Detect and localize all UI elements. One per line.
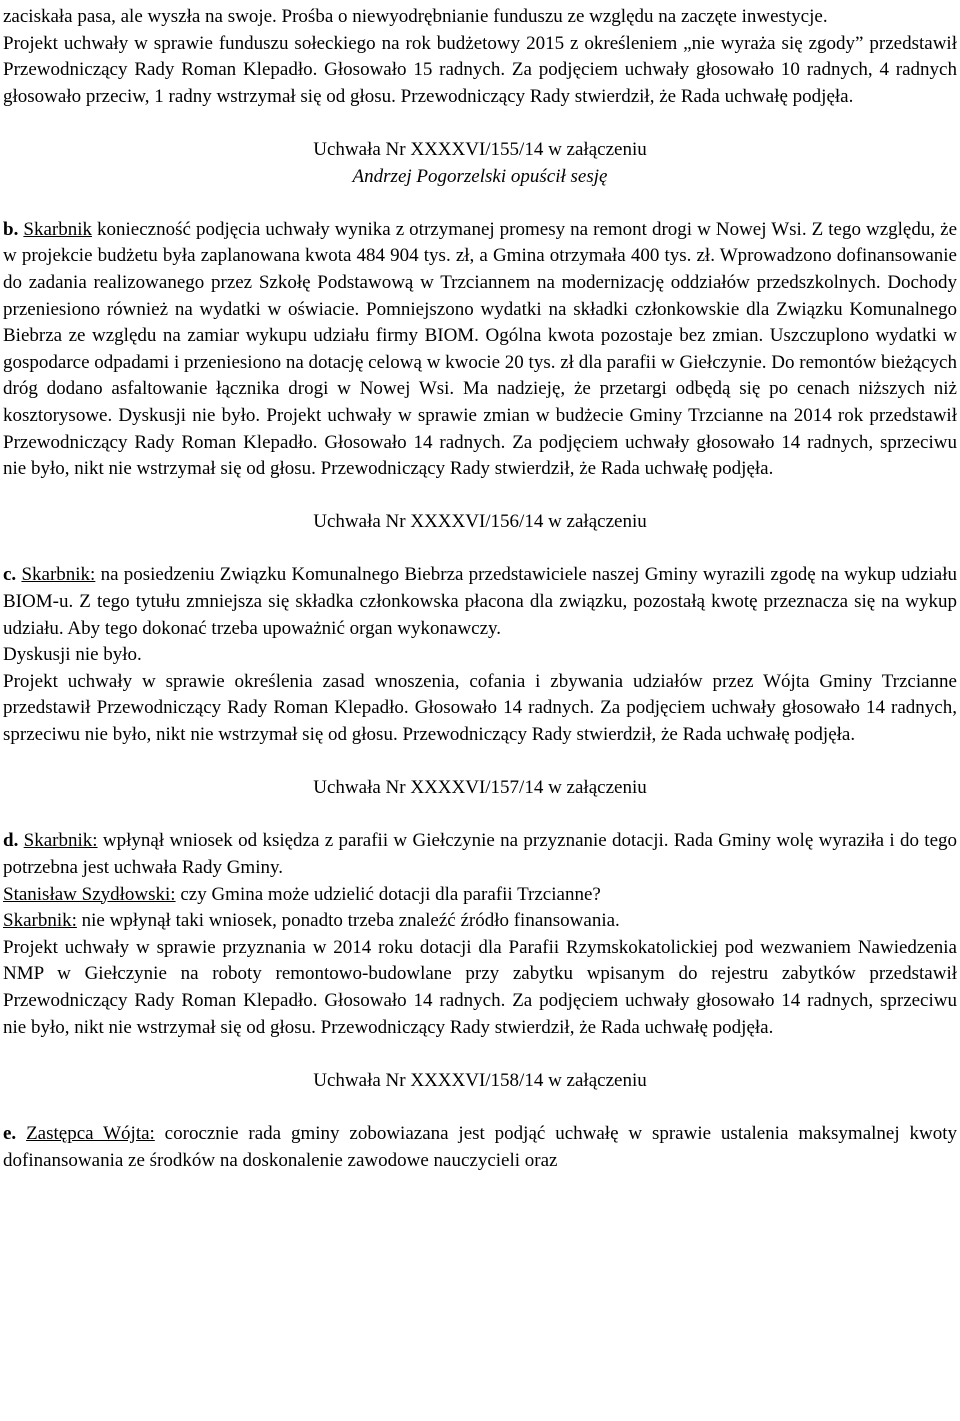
resolution-line: Uchwała Nr XXXXVI/156/14 w załączeniu (313, 511, 647, 533)
section-text: na posiedzeniu Związku Komunalnego Biebrza przedstawiciele naszej Gminy wyrazili zgodę na wykup udziału BIOM-u. Z tego tytułu zmniejsza się składka członkowska płacona dla związku, pozostałą kwotę przeznacza się na wykup udziału. Aby tego dokonać trzeba upoważnić organ wykonawczy. (3, 564, 958, 639)
speaker-name: Zastępca Wójta: (26, 1122, 155, 1144)
speaker-name: Skarbnik: (3, 910, 77, 932)
speaker-name: Skarbnik: (21, 564, 96, 586)
paragraph: Projekt uchwały w sprawie przyznania w 2014 roku dotacji dla Parafii Rzymskokatolickiej pod wezwaniem Nawiedzenia NMP w Giełczynie na roboty remontowo-budowlane przy zabytku wpisanym do rejestru zabytków przedstawił Przewodniczący Rady Roman Klepadło. Głosowało 14 radnych. Za podjęciem uchwały głosowało 14 radnych, sprzeciwu nie było, nikt nie wstrzymał się od głosu. Przewodniczący Rady stwierdził, że Rada uchwałę podjęła. (3, 936, 957, 1038)
spacer (3, 110, 957, 137)
section-marker: d. (3, 830, 19, 852)
resolution-line: Uchwała Nr XXXXVI/158/14 w załączeniu (313, 1069, 647, 1091)
resolution-line: Uchwała Nr XXXXVI/155/14 w załączeniu (313, 138, 647, 160)
section-marker: b. (3, 218, 19, 240)
spacer (3, 1041, 957, 1068)
spacer (3, 536, 957, 563)
section-text: nie wpłynął taki wniosek, ponadto trzeba znaleźć źródło finansowania. (76, 910, 620, 932)
speaker-name: Skarbnik: (23, 830, 98, 852)
section-marker: e. (3, 1122, 17, 1144)
section-marker: c. (3, 564, 17, 586)
speaker-name: Stanisław Szydłowski: (3, 883, 176, 905)
resolution-line: Uchwała Nr XXXXVI/157/14 w załączeniu (313, 777, 647, 799)
paragraph: zaciskała pasa, ale wyszła na swoje. Prośba o niewyodrębnianie funduszu ze względu na zaczęte inwestycje. (3, 6, 828, 27)
section-e (3, 1121, 957, 1174)
section-text: corocznie rada gminy zobowiazana jest podjąć uchwałę w sprawie ustalenia maksymalnej kwoty dofinansowania ze środków na doskonalenie zawodowe nauczycieli oraz (3, 1122, 958, 1171)
section-b (3, 217, 957, 483)
spacer (3, 190, 957, 217)
section-d (3, 828, 957, 881)
paragraph: Projekt uchwały w sprawie określenia zasad wnoszenia, cofania i zbywania udziałów przez Wójta Gminy Trzcianne przedstawił Przewodniczący Rady Roman Klepadło. Głosowało 14 radnych. Za podjęciem uchwały głosowało 14 radnych, sprzeciwu nie było, nikt nie wstrzymał się od głosu. Przewodniczący Rady stwierdził, że Rada uchwałę podjęła. (3, 670, 957, 746)
attendance-note: Andrzej Pogorzelski opuścił sesję (352, 165, 608, 187)
answer-line (3, 908, 957, 935)
spacer (3, 802, 957, 829)
section-text: czy Gmina może udzielić dotacji dla parafii Trzcianne? (175, 883, 601, 905)
paragraph: Projekt uchwały w sprawie funduszu sołeckiego na rok budżetowy 2015 z określeniem „nie wyraża się zgody” przedstawił Przewodniczący Rady Roman Klepadło. Głosowało 15 radnych. Za podjęciem uchwały głosowało 10 radnych, 4 radnych głosowało przeciw, 1 radny wstrzymał się od głosu. Przewodniczący Rady stwierdził, że Rada uchwałę podjęła. (3, 32, 957, 107)
section-c (3, 562, 957, 642)
spacer (3, 483, 957, 510)
spacer (3, 1094, 957, 1121)
section-text: wpłynął wniosek od księdza z parafii w Giełczynie na przyznanie dotacji. Rada Gminy wolę wyraziła i do tego potrzebna jest uchwała Rady Gminy. (3, 830, 958, 878)
speaker-name: Skarbnik (23, 218, 92, 240)
spacer (3, 749, 957, 776)
question-line (3, 882, 957, 909)
paragraph: Dyskusji nie było. (3, 644, 142, 666)
section-text: konieczność podjęcia uchwały wynika z otrzymanej promesy na remont drogi w Nowej Wsi. Z tego względu, że w projekcie budżetu była zaplanowana kwota 484 904 tys. zł, a Gmina otrzymała 400 tys. zł. Wprowadzono dofinansowanie do zadania realizowanego przez Szkołę Podstawową w Trzciannem na modernizację oddziałów przedszkolnych. Dochody przeniesiono również na wydatki w oświacie. Pomniejszono wydatki na składki członkowskie dla Związku Komunalnego Biebrza ze względu na zamiar wykupu udziału firmy BIOM. Ogólna kwota pozostaje bez zmian. Uszczuplono wydatki w gospodarce odpadami i przeniesiono na dotację celową w kwocie 20 tys. zł dla parafii w Giełczynie. Do remontów bieżących dróg dodano asfaltowanie łącznika drogi w Nowej Wsi. Ma nadzieję, że przetargi odbędą się po cenach niższych niż kosztorysowe. Dyskusji nie było. Projekt uchwały w sprawie zmian w budżecie Gminy Trzcianne na 2014 rok przedstawił Przewodniczący Rady Roman Klepadło. Głosowało 14 radnych. Za podjęciem uchwały głosowało 14 radnych, sprzeciwu nie było, nikt nie wstrzymał się od głosu. Przewodniczący Rady stwierdził, że Rada uchwałę podjęła. (3, 218, 958, 480)
